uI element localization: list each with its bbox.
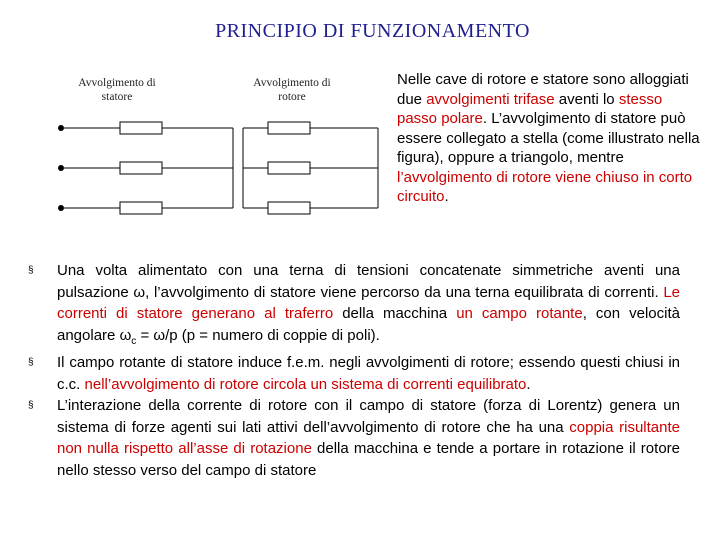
bullet-highlight: un campo rotante — [456, 305, 583, 322]
stator-winding-label: Avvolgimento di statore — [78, 77, 156, 103]
bullet-highlight: coppia risultante non nulla rispetto all’asse di rotazione — [57, 418, 680, 457]
bullet-item-fem — [28, 352, 680, 395]
stator-coil — [120, 162, 162, 174]
bullet-marker: § — [28, 265, 34, 276]
bullet-text: della macchina — [333, 305, 457, 322]
bullet-marker: § — [28, 400, 34, 411]
intro-text: . L’avvolgimento di statore può essere collegato a stella (come illustrato nella figura), oppure a triangolo, mentre — [397, 110, 700, 166]
bullet-text: Una volta alimentato con una terna di tensioni concatenate simmetriche aventi una pulsazione — [57, 262, 680, 301]
intro-highlight: stesso passo polare — [397, 90, 663, 127]
omega-symbol: ω — [133, 283, 146, 301]
bullet-highlight: nell’avvolgimento di rotore circola un sistema di correnti equilibrato — [84, 375, 527, 393]
terminal-dot — [58, 205, 64, 211]
omega-symbol: ω — [153, 326, 166, 344]
bullet-highlight: Le correnti di statore generano al traferro — [57, 283, 680, 322]
intro-text: Nelle cave di rotore e statore sono alloggiati due — [397, 71, 689, 108]
bullet-text: . — [526, 375, 531, 393]
bullet-item-coppia — [28, 395, 680, 481]
bullet-text: della macchina e tende a portare in rotazione il rotore nello stesso verso del campo di statore — [57, 440, 680, 479]
omega-symbol: ω — [119, 326, 132, 344]
bullet-text: Il campo rotante di statore induce f.e.m. negli avvolgimenti di rotore; essendo questi chiusi in c.c. — [57, 354, 680, 393]
rotor-coil — [268, 202, 310, 214]
bullet-marker: § — [28, 357, 34, 368]
rotor-winding-label: Avvolgimento di rotore — [253, 77, 331, 103]
bullet-list — [28, 260, 680, 481]
rotor-coil — [268, 122, 310, 134]
subscript: c — [131, 335, 137, 347]
bullet-text: , con velocità angolare — [57, 305, 680, 344]
intro-highlight: l’avvolgimento di rotore viene chiuso in corto circuito — [397, 168, 693, 205]
rotor-coil — [268, 162, 310, 174]
terminal-dot — [58, 165, 64, 171]
bullet-text: = — [136, 326, 154, 344]
intro-text: aventi lo — [554, 90, 619, 108]
intro-highlight: avvolgimenti trifase — [426, 90, 555, 108]
intro-paragraph — [397, 70, 702, 207]
stator-coil — [120, 122, 162, 134]
stator-coil — [120, 202, 162, 214]
terminal-dot — [58, 125, 64, 131]
bullet-text: , l’avvolgimento di statore viene percorso da una terna equilibrata di correnti. — [145, 283, 664, 301]
bullet-item-alimentazione — [28, 260, 680, 352]
bullet-text: L’interazione della corrente di rotore con il campo di statore (forza di Lorentz) genera un sistema di forze agenti sui lati attivi dell’avvolgimento di rotore che ha una — [57, 397, 680, 436]
bullet-text: /p (p = numero di coppie di poli). — [165, 326, 380, 344]
intro-text: . — [444, 188, 449, 205]
page-title: PRINCIPIO DI FUNZIONAMENTO — [215, 20, 530, 42]
